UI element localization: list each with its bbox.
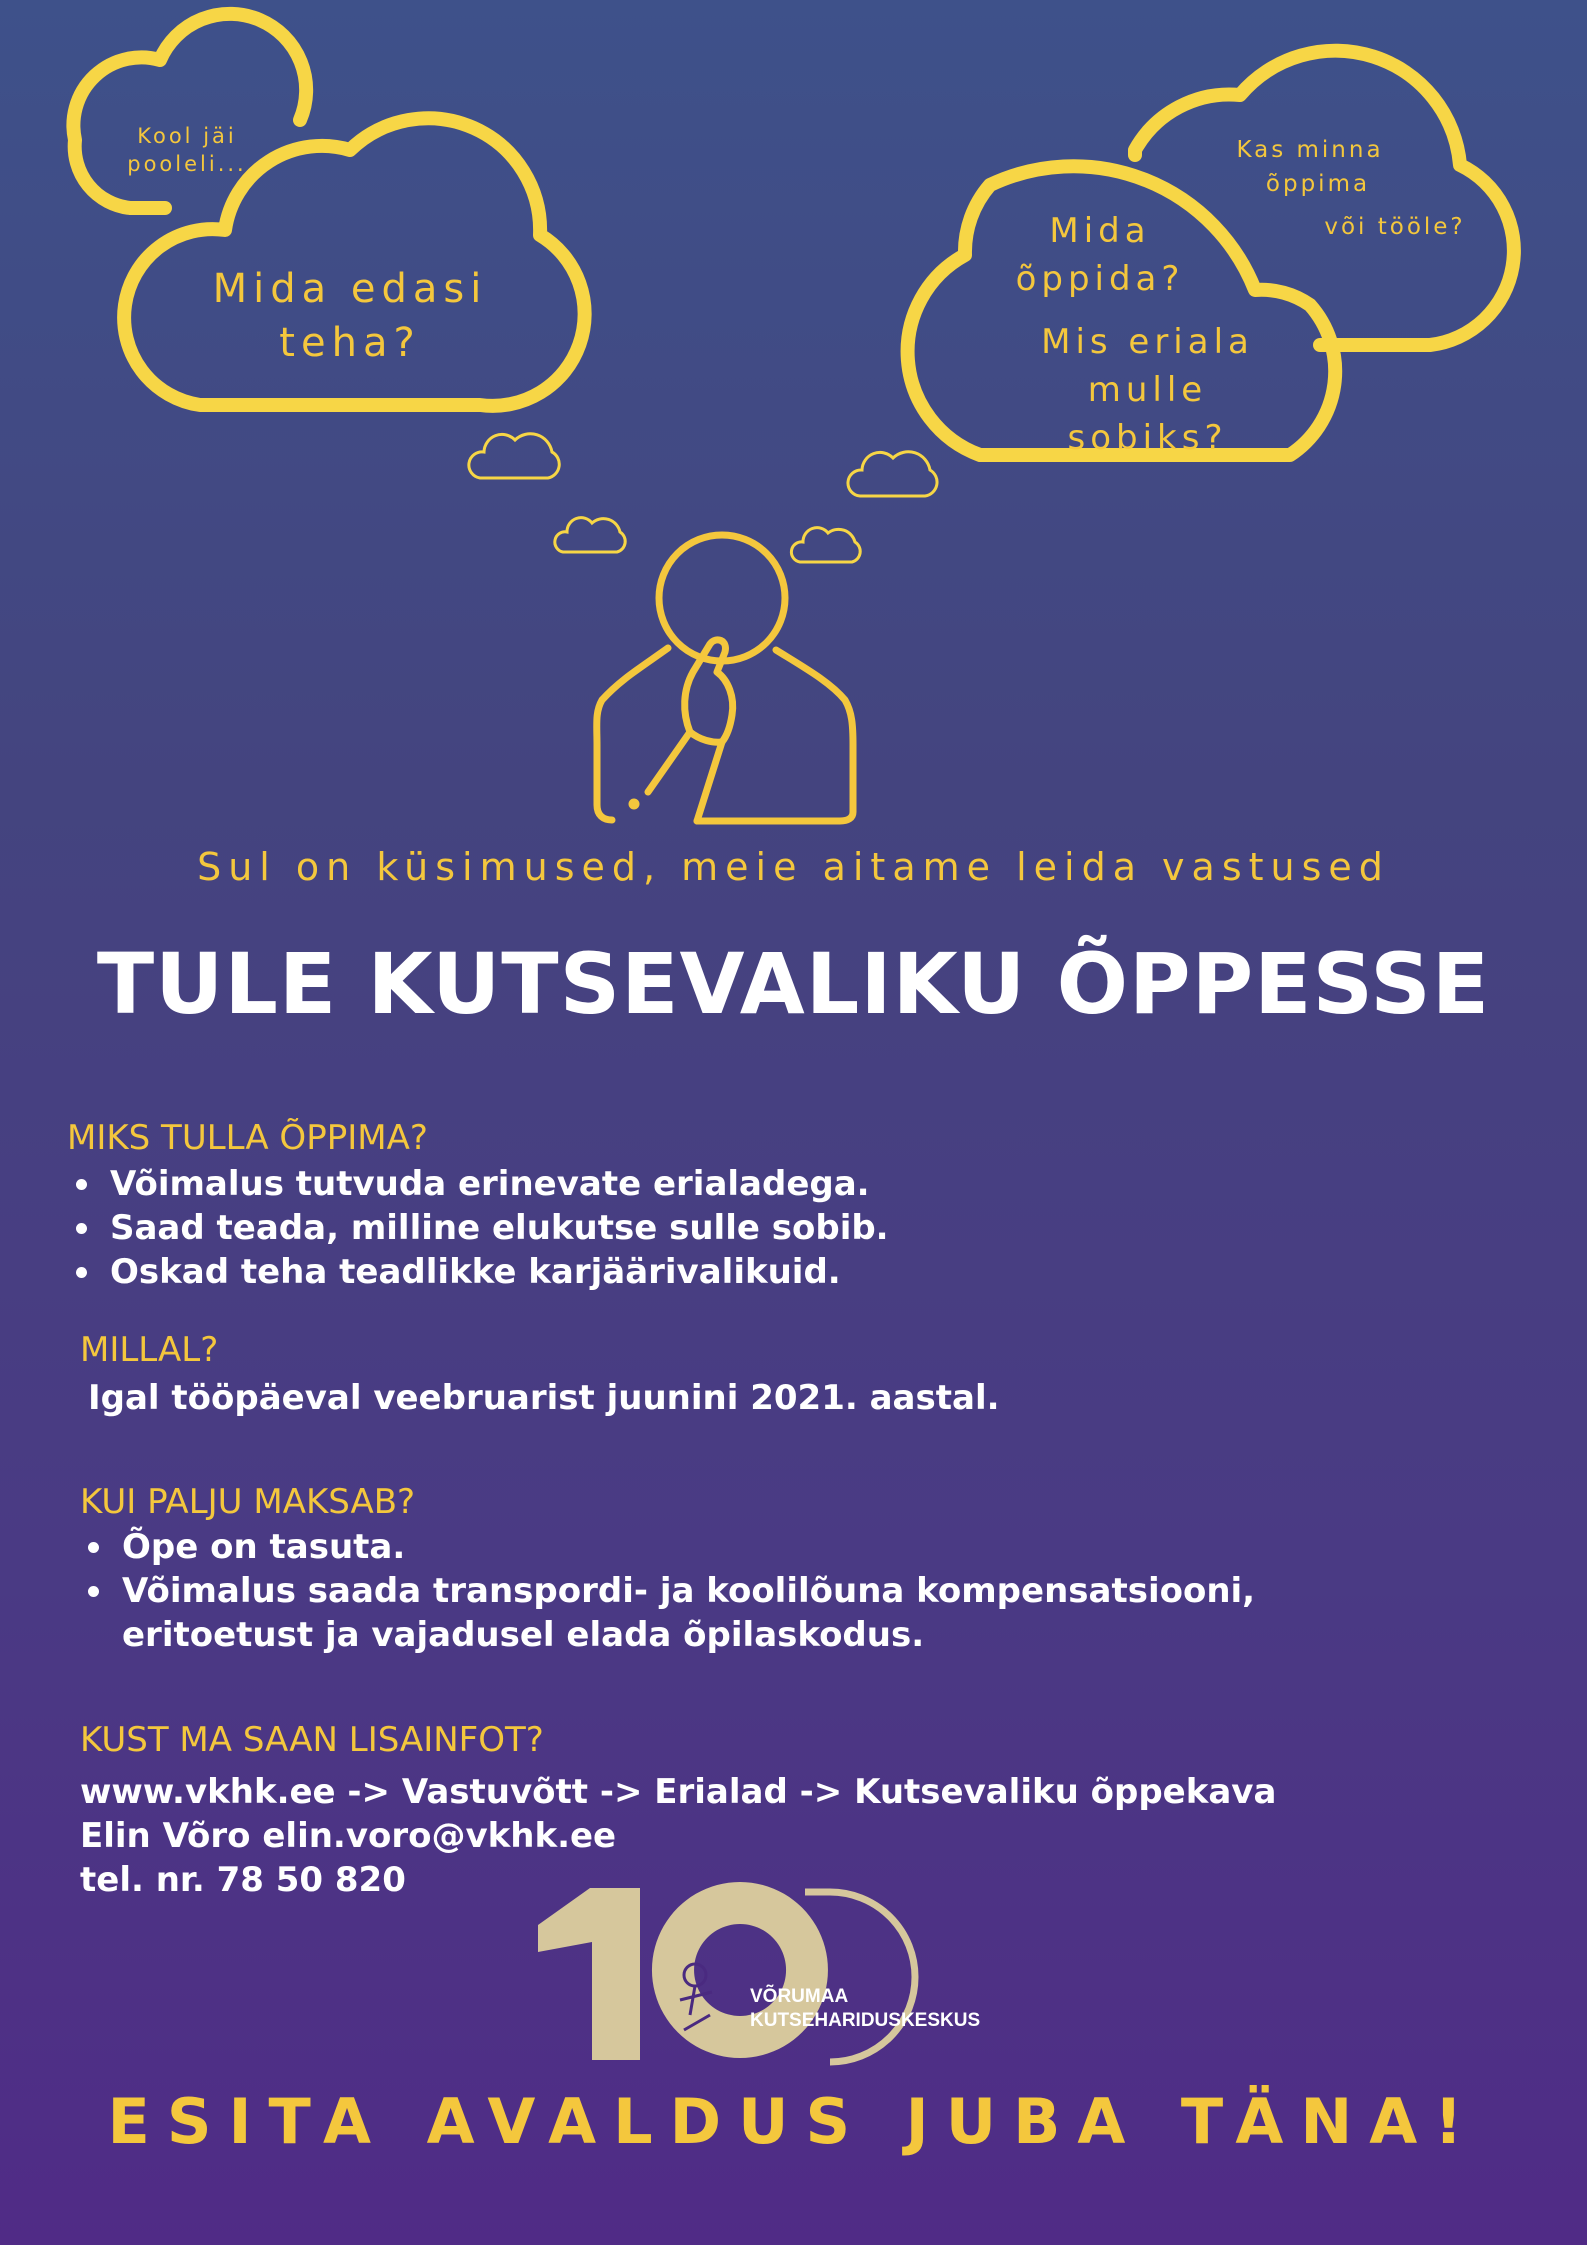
headline: TULE KUTSEVALIKU ÕPPESSE xyxy=(96,935,1491,1033)
list-item: Õpe on tasuta. xyxy=(82,1525,1255,1569)
info-website-link[interactable]: www.vkhk.ee -> Vastuvõtt -> Erialad -> Kutsevaliku õppekava xyxy=(80,1772,1277,1812)
cloud-right-small-line: õppima xyxy=(1265,171,1371,197)
section-heading-info: KUST MA SAAN LISAINFOT? xyxy=(80,1720,544,1760)
cloud-right-small-line: või tööle? xyxy=(1324,214,1466,240)
cost-list xyxy=(82,1525,1255,1613)
cloud-right-big-text-2: Mis eriala mulle sobiks? xyxy=(1041,322,1254,458)
cloud-right-small-line: Kas minna xyxy=(1236,137,1384,163)
small-cloud-icon xyxy=(469,434,559,478)
info-phone: tel. nr. 78 50 820 xyxy=(80,1860,406,1900)
tagline: Sul on küsimused, meie aitame leida vastused xyxy=(197,845,1390,889)
cloud-left-big-text: Mida edasi teha? xyxy=(212,266,488,366)
small-cloud-icon xyxy=(791,528,860,562)
cloud-right-big-text-1: Mida õppida? xyxy=(1015,211,1185,299)
list-item: Võimalus saada transpordi- ja koolilõuna kompensatsiooni, xyxy=(82,1569,1255,1613)
cloud-left-small-text: Kool jäi pooleli... xyxy=(127,124,247,177)
list-item: Oskad teha teadlikke karjäärivalikuid. xyxy=(70,1250,889,1294)
thinking-person-icon xyxy=(597,535,853,821)
vkhk-100-logo xyxy=(530,1880,970,2070)
cost-continuation: eritoetust ja vajadusel elada õpilaskodus. xyxy=(122,1615,925,1655)
list-item: Võimalus tutvuda erinevate erialadega. xyxy=(70,1162,889,1206)
logo-line2: KUTSEHARIDUSKESKUS xyxy=(750,2010,981,2031)
why-list xyxy=(70,1162,889,1294)
info-contact-email[interactable]: Elin Võro elin.voro@vkhk.ee xyxy=(80,1816,617,1856)
logo-number: 100 xyxy=(530,1880,532,1881)
small-cloud-icon xyxy=(555,518,625,552)
section-heading-cost: KUI PALJU MAKSAB? xyxy=(80,1482,416,1522)
when-text: Igal tööpäeval veebruarist juunini 2021. aastal. xyxy=(88,1378,1000,1418)
section-heading-when: MILLAL? xyxy=(80,1330,219,1370)
list-item: Saad teada, milline elukutse sulle sobib. xyxy=(70,1206,889,1250)
logo-line1: VÕRUMAA xyxy=(750,1986,849,2007)
section-heading-why: MIKS TULLA ÕPPIMA? xyxy=(67,1118,428,1158)
cloud-left-small-icon xyxy=(73,14,306,208)
cta-apply-today: ESITA AVALDUS JUBA TÄNA! xyxy=(107,2085,1480,2158)
small-cloud-icon xyxy=(848,452,937,496)
